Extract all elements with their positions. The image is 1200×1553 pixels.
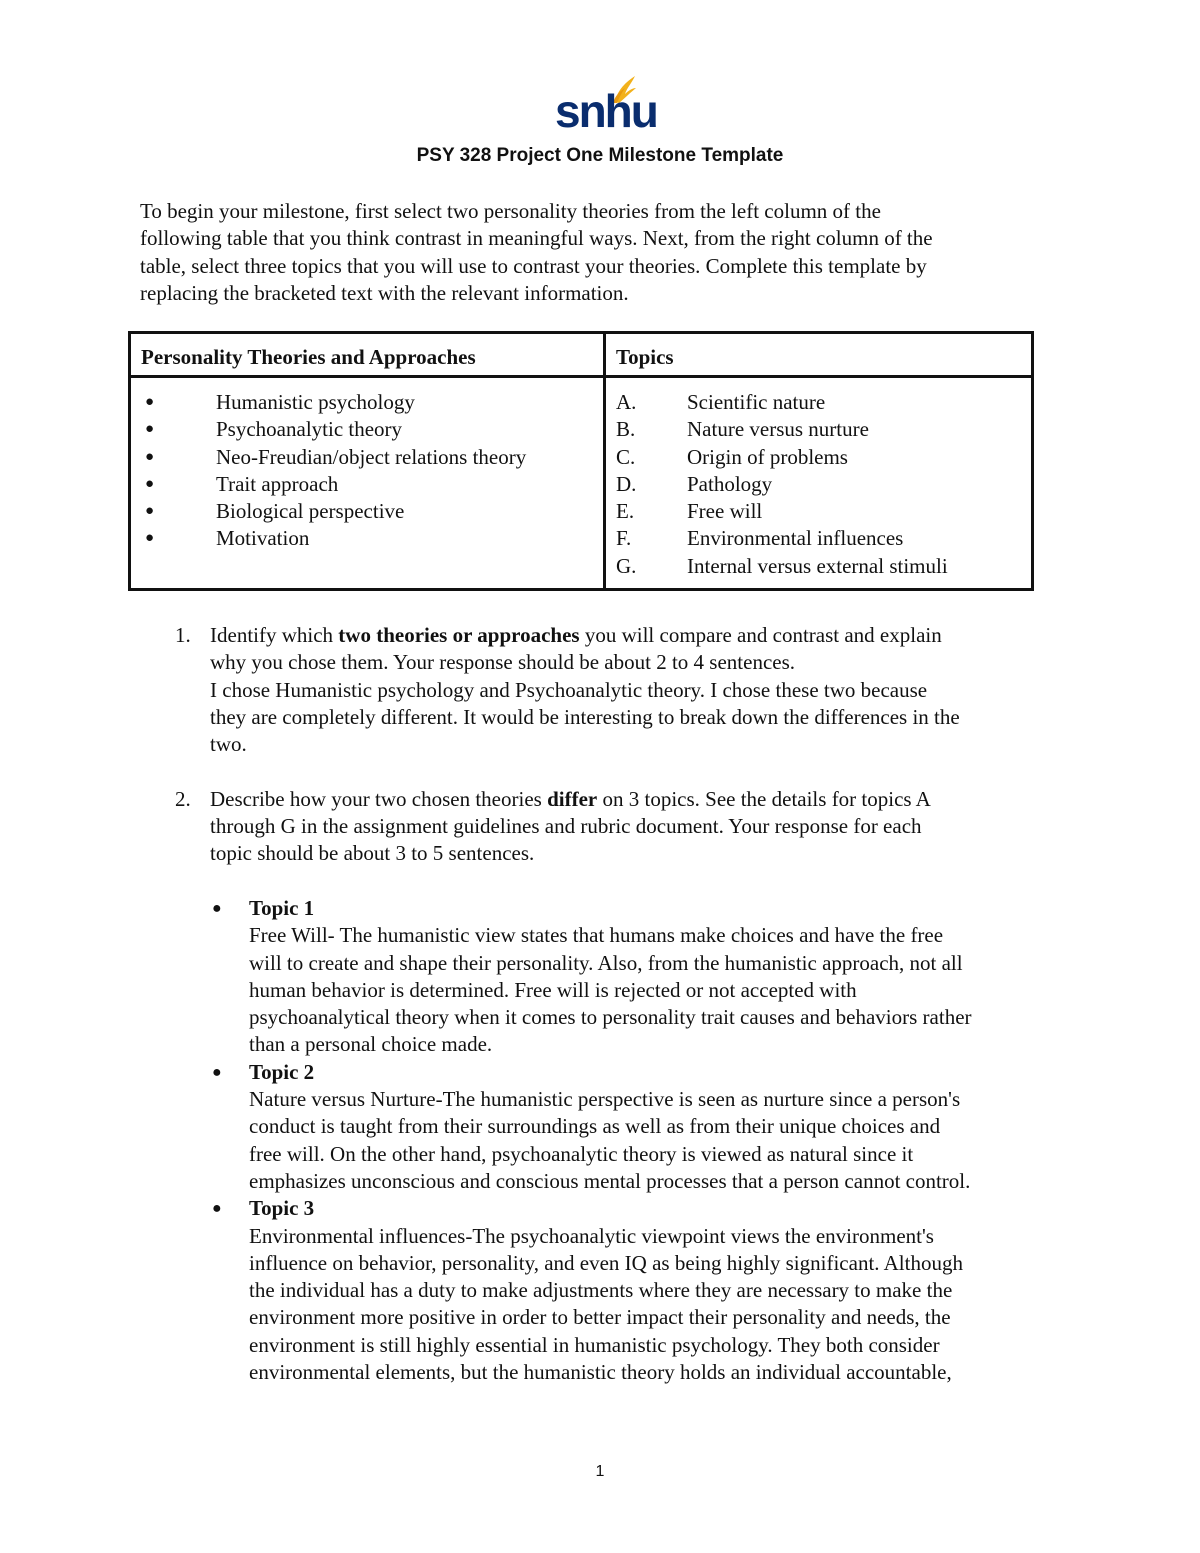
theory-label: Neo-Freudian/object relations theory [216, 444, 527, 469]
answer-line: free will. On the other hand, psychoanalytic theory is viewed as natural since it [249, 1141, 914, 1166]
answer-line: psychoanalytical theory when it comes to personality trait causes and behaviors rather [249, 1005, 972, 1030]
prompt-text: on 3 topics. See the details for topics A [597, 786, 931, 811]
prompt-line: why you chose them. Your response should be about 2 to 4 sentences. [210, 650, 796, 675]
bullet-icon: ● [145, 421, 155, 438]
theory-label: Biological perspective [216, 499, 405, 524]
question-2 [175, 786, 1065, 868]
bullet-icon: ● [145, 475, 155, 492]
topic-2-item [210, 1059, 1065, 1195]
theories-cell [130, 377, 605, 590]
topic-letter: A. [616, 390, 637, 414]
question-body [210, 622, 1060, 758]
topic-1-item [210, 895, 1065, 1059]
topic-heading: Topic 3 [249, 1196, 315, 1221]
bullet-icon: ● [145, 394, 155, 410]
topic-body [249, 1195, 1065, 1386]
topic-letter: E. [616, 499, 635, 524]
topic-3-item [210, 1195, 1065, 1386]
topic-label: Origin of problems [687, 444, 848, 469]
prompt-text: Identify which [210, 623, 339, 647]
answer-line: Nature versus Nurture-The humanistic perspective is seen as nurture since a person's [249, 1087, 961, 1112]
theory-label: Humanistic psychology [216, 390, 415, 414]
list-item [141, 471, 593, 498]
topic-letter: B. [616, 417, 636, 442]
topic-letter: D. [616, 471, 637, 496]
answer-line: emphasizes unconscious and conscious mental processes that a person cannot control. [249, 1168, 971, 1193]
answer-line: environment more positive in order to better impact their personality and needs, the [249, 1305, 951, 1330]
list-item [616, 389, 1021, 416]
topic-label: Internal versus external stimuli [687, 553, 948, 578]
questions-list [175, 622, 1065, 1386]
page-number: 1 [595, 1463, 605, 1480]
theory-label: Trait approach [216, 471, 339, 496]
topic-heading: Topic 2 [249, 1059, 315, 1084]
answer-line: human behavior is determined. Free will is rejected or not accepted with [249, 977, 857, 1002]
topic-body [249, 895, 1065, 1059]
topic-letter: F. [616, 526, 632, 551]
document-title: PSY 328 Project One Milestone Template [416, 145, 784, 166]
question-prompt [210, 622, 1060, 649]
list-item [141, 389, 593, 416]
theories-topics-table [128, 331, 1034, 591]
prompt-line: topic should be about 3 to 5 sentences. [210, 841, 535, 866]
bullet-icon: ● [212, 1063, 222, 1081]
prompt-emphasis: two theories or approaches [338, 623, 580, 647]
answer-line: will to create and shape their personality. Also, from the humanistic approach, not all [249, 950, 963, 975]
topic-label: Nature versus nurture [687, 417, 869, 442]
question-number: 2. [175, 786, 191, 811]
answer-line: the individual has a duty to make adjustments where they are necessary to make the [249, 1278, 953, 1303]
intro-line: following table that you think contrast in meaningful ways. Next, from the right column of the [140, 226, 933, 251]
topic-body [249, 1059, 1065, 1195]
answer-line: they are completely different. It would be interesting to break down the differences in the [210, 704, 960, 729]
answer-line: conduct is taught from their surroundings as well as from their unique choices and [249, 1114, 941, 1139]
theory-label: Psychoanalytic theory [216, 417, 403, 442]
header-theories: Personality Theories and Approaches [130, 333, 605, 377]
bullet-icon: ● [145, 448, 155, 465]
intro-line: replacing the bracketed text with the relevant information. [140, 280, 629, 305]
topic-label: Free will [687, 499, 763, 524]
bullet-icon: ● [145, 503, 155, 520]
list-item [616, 471, 1021, 498]
bullet-icon: ● [212, 899, 222, 917]
answer-line: environment is still highly essential in humanistic psychology. They both consider [249, 1332, 940, 1357]
list-item [141, 416, 593, 443]
list-item [141, 525, 593, 552]
answer-line: influence on behavior, personality, and even IQ as being highly significant. Although [249, 1250, 963, 1275]
answer-line: Environmental influences-The psychoanalytic viewpoint views the environment's [249, 1223, 934, 1248]
header-topics: Topics [605, 333, 1033, 377]
topic-letter: G. [616, 553, 637, 578]
answer-line: two. [210, 732, 247, 757]
table-body-row [130, 377, 1033, 590]
topic-heading: Topic 1 [249, 895, 315, 920]
question-1 [175, 622, 1065, 758]
answer-line: than a personal choice made. [249, 1032, 493, 1057]
question-number: 1. [175, 623, 191, 647]
topic-label: Environmental influences [687, 526, 904, 551]
prompt-line: through G in the assignment guidelines and rubric document. Your response for each [210, 814, 922, 839]
bullet-icon: ● [145, 530, 155, 547]
list-item [616, 553, 1021, 580]
prompt-text: you will compare and contrast and explain [579, 623, 942, 647]
prompt-emphasis: differ [547, 786, 598, 811]
table-header-row [130, 333, 1033, 377]
intro-line: table, select three topics that you will use to contrast your theories. Complete this template by [140, 253, 927, 278]
topics-cell [605, 377, 1033, 590]
topic-label: Pathology [687, 471, 773, 496]
list-item [616, 498, 1021, 525]
list-item [141, 498, 593, 525]
question-prompt [210, 786, 1060, 813]
answer-line: Free Will- The humanistic view states that humans make choices and have the free [249, 923, 944, 948]
intro-line: To begin your milestone, first select two personality theories from the left column of the [140, 199, 881, 223]
question-body [210, 786, 1060, 868]
list-item [616, 416, 1021, 443]
intro-paragraph [140, 198, 1050, 307]
list-item [616, 525, 1021, 552]
theory-label: Motivation [216, 526, 310, 551]
snhu-logo [555, 74, 657, 137]
answer-line: I chose Humanistic psychology and Psychoanalytic theory. I chose these two because [210, 677, 928, 702]
topic-letter: C. [616, 444, 636, 469]
answer-line: environmental elements, but the humanistic theory holds an individual accountable, [249, 1360, 952, 1385]
bullet-icon: ● [212, 1200, 222, 1218]
prompt-text: Describe how your two chosen theories [210, 786, 548, 811]
list-item [616, 444, 1021, 471]
list-item [141, 444, 593, 471]
topic-label: Scientific nature [687, 390, 826, 414]
logo-wordmark: snhu [555, 85, 657, 137]
